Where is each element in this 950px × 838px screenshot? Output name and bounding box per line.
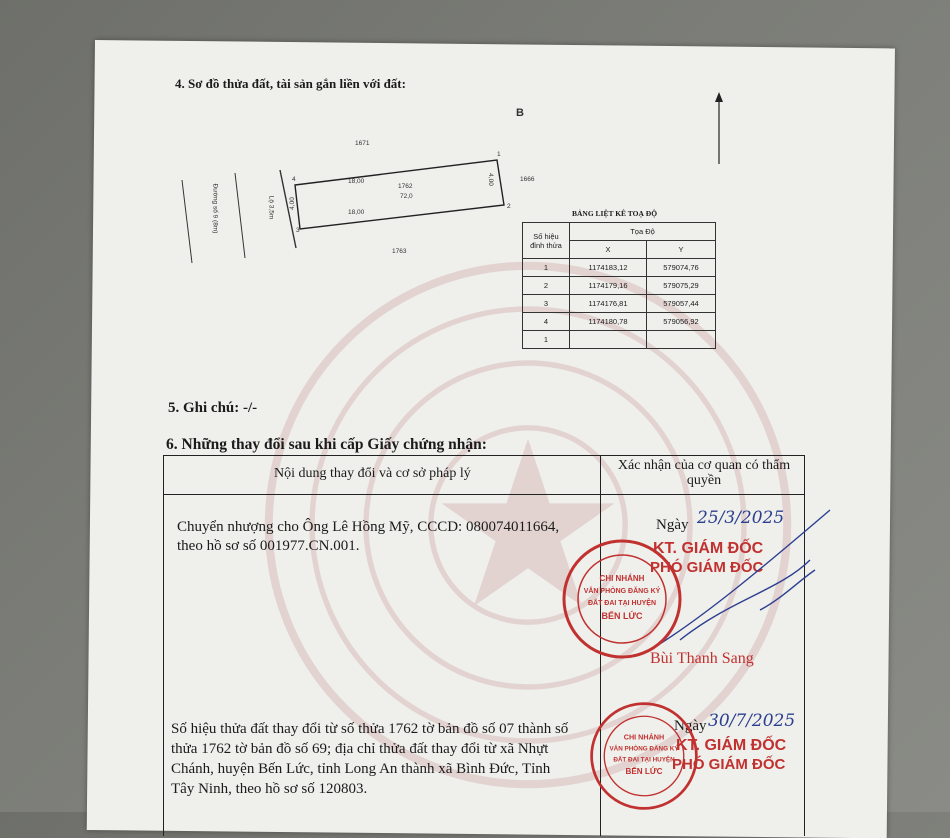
entry-1-date-label: Ngày	[656, 517, 689, 533]
table-row	[523, 295, 716, 313]
coord-header-group: Tọa Độ	[570, 223, 716, 241]
table-row	[523, 313, 716, 331]
entry-2-line-1: Số hiệu thửa đất thay đổi từ số thửa 1762 tờ bản đồ số 07 thành số	[171, 721, 569, 737]
coord-header-x: X	[570, 241, 647, 259]
coord-cell: 579056,92	[647, 313, 716, 331]
vertex-1: 1	[497, 151, 501, 158]
stamp-2-line-2: VĂN PHÒNG ĐĂNG KÝ	[609, 745, 679, 753]
entry-2-title-1: KT. GIÁM ĐỐC	[676, 737, 787, 754]
table-row	[523, 277, 716, 295]
edge-right-length: 4,00	[486, 173, 494, 186]
entry-1-date-value: 25/3/2025	[697, 508, 785, 528]
entry-2-date-label: Ngày	[674, 718, 707, 734]
vertex-4: 4	[292, 176, 296, 183]
entry-1-line-1: Chuyển nhượng cho Ông Lê Hồng Mỹ, CCCD: 080074011664,	[177, 519, 560, 535]
coord-cell	[570, 331, 647, 349]
coord-cell: 579075,29	[647, 277, 716, 295]
coord-cell: 1174180,78	[570, 313, 647, 331]
north-arrow-icon	[715, 92, 723, 102]
north-label: B	[516, 107, 524, 119]
stamp-1-line-2: VĂN PHÒNG ĐĂNG KÝ	[583, 588, 661, 595]
road-edge-left	[182, 180, 192, 263]
section-6-title: 6. Những thay đổi sau khi cấp Giấy chứng nhận:	[166, 436, 487, 453]
parcel-area: 72,0	[400, 193, 413, 200]
table-row	[523, 259, 716, 277]
stamp-2-line-3: ĐẤT ĐAI TẠI HUYỆN	[613, 756, 675, 764]
header-content: Nội dung thay đổi và cơ sở pháp lý	[274, 466, 471, 481]
neighbor-right: 1666	[520, 176, 535, 183]
stamp-2-line-4: BẾN LỨC	[625, 767, 663, 777]
table-row	[523, 331, 716, 349]
entry-1-title-1: KT. GIÁM ĐỐC	[653, 540, 764, 557]
coord-header-point: Số hiệu đỉnh thửa	[523, 223, 570, 259]
entry-2-line-3: Chánh, huyện Bến Lức, tỉnh Long An thành xã Bình Đức, Tỉnh	[171, 761, 551, 777]
coord-header-y: Y	[647, 241, 716, 259]
edge-left-length: 4,00	[288, 197, 296, 210]
official-stamp-2-icon	[588, 700, 700, 812]
coord-table-title: BẢNG LIỆT KÊ TOẠ ĐỘ	[572, 209, 658, 218]
coord-cell: 2	[523, 277, 570, 295]
stamp-1-line-4: BẾN LỨC	[601, 611, 643, 621]
coord-cell: 1	[523, 331, 570, 349]
stamp-1-line-3: ĐẤT ĐAI TẠI HUYỆN	[587, 600, 657, 607]
stamp-2-line-1: CHI NHÁNH	[623, 732, 665, 742]
edge-bottom-length: 18,00	[348, 209, 365, 216]
road-label: Đường số 9 (8m)	[211, 183, 219, 234]
header-confirm: Xác nhận của cơ quan có thẩm quyền	[617, 458, 791, 488]
stamp-1-line-1: CHI NHÁNH	[599, 574, 645, 583]
coord-cell: 4	[523, 313, 570, 331]
entry-1-signer: Bùi Thanh Sang	[650, 650, 754, 667]
coord-cell	[647, 331, 716, 349]
entry-2-date-value: 30/7/2025	[708, 711, 796, 731]
official-stamp-icon	[560, 537, 684, 661]
entry-2-title-2: PHÓ GIÁM ĐỐC	[672, 756, 786, 773]
section-4-title: 4. Sơ đồ thửa đất, tài sản gắn liền với đất:	[175, 76, 406, 91]
coord-table	[522, 222, 716, 349]
section-5-title: 5. Ghi chú: -/-	[168, 400, 258, 416]
road-setback-label: Lộ 3,5m	[267, 195, 275, 220]
entry-2-line-4: Tây Ninh, theo hồ sơ số 120803.	[171, 781, 368, 797]
entry-2-line-2: thửa 1762 tờ bản đồ số 69; địa chỉ thửa đất thay đổi từ xã Nhựt	[171, 741, 549, 757]
vertex-2: 2	[507, 203, 511, 210]
entry-1-title-2: PHÓ GIÁM ĐỐC	[650, 559, 764, 576]
parcel-number: 1762	[398, 183, 413, 190]
neighbor-top: 1671	[355, 140, 370, 147]
edge-top-length: 18,00	[348, 178, 365, 185]
neighbor-bottom: 1763	[392, 248, 407, 255]
coord-cell: 1174176,81	[570, 295, 647, 313]
coord-cell: 579057,44	[647, 295, 716, 313]
coord-cell: 3	[523, 295, 570, 313]
road-edge-right	[235, 173, 245, 258]
coord-cell: 579074,76	[647, 259, 716, 277]
coord-cell: 1174179,16	[570, 277, 647, 295]
vertex-3: 3	[296, 227, 300, 234]
entry-1-line-2: theo hồ sơ số 001977.CN.001.	[177, 538, 360, 554]
coord-cell: 1174183,12	[570, 259, 647, 277]
coord-cell: 1	[523, 259, 570, 277]
header-divider	[164, 494, 804, 495]
